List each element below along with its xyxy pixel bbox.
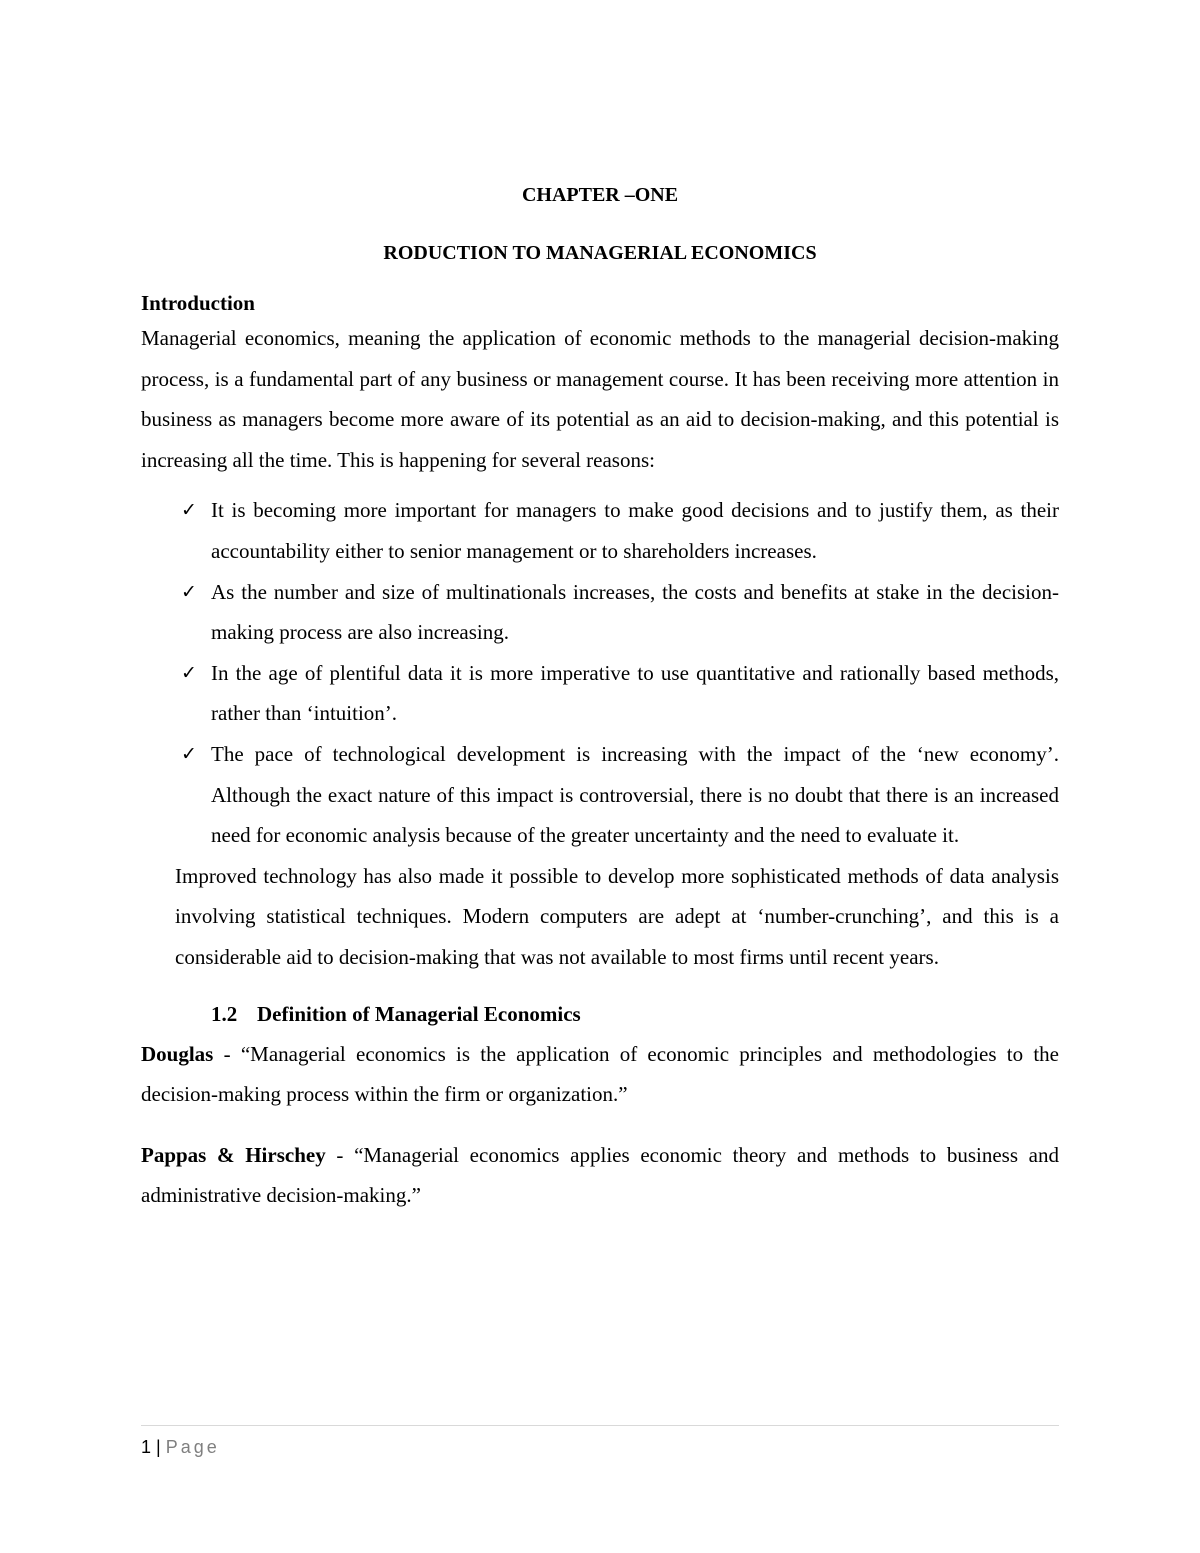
definition-pappas-hirschey xyxy=(141,1135,1059,1216)
list-item-text: As the number and size of multinationals increases, the costs and benefits at stake in the decision-making process are also increasing. xyxy=(211,579,1059,645)
section-number: 1.2 xyxy=(211,1001,238,1026)
checkmark-icon: ✓ xyxy=(181,661,197,684)
definition-text: “Managerial economics is the application of economic principles and methodologies to the decision-making process within the firm or organization.” xyxy=(141,1041,1059,1107)
list-item xyxy=(141,734,1059,856)
definition-text: “Managerial economics applies economic theory and methods to business and administrative decision-making.” xyxy=(141,1142,1059,1208)
definition-author: Douglas xyxy=(141,1041,214,1066)
chapter-title: RODUCTION TO MANAGERIAL ECONOMICS xyxy=(383,242,817,264)
checkmark-icon: ✓ xyxy=(181,580,197,603)
technology-paragraph: Improved technology has also made it possible to develop more sophisticated methods of data analysis involving statistical techniques. Modern computers are adept at ‘number-crunching’, and this is a considerable aid to decision-making that was not available to most firms until recent years. xyxy=(175,863,1059,969)
page-number: 1 xyxy=(141,1437,152,1457)
list-item-text: In the age of plentiful data it is more imperative to use quantitative and rationally based methods, rather than ‘intuition’. xyxy=(211,660,1059,726)
introduction-paragraph: Managerial economics, meaning the application of economic methods to the managerial decision-making process, is a fundamental part of any business or management course. It has been receiving more attention in business as managers become more aware of its potential as an aid to decision-making, and this potential is increasing all the time. This is happening for several reasons: xyxy=(141,326,1059,472)
list-item xyxy=(141,653,1059,734)
list-item xyxy=(141,490,1059,571)
list-item-text: It is becoming more important for managers to make good decisions and to justify them, as their accountability either to senior management or to shareholders increases. xyxy=(211,498,1059,563)
checkmark-icon: ✓ xyxy=(181,742,197,765)
chapter-heading: CHAPTER –ONE xyxy=(521,184,679,206)
section-heading xyxy=(211,994,1059,1034)
page-footer xyxy=(141,1425,1059,1458)
checkmark-icon: ✓ xyxy=(181,499,197,522)
footer-separator: | xyxy=(156,1437,161,1457)
page-label: Page xyxy=(165,1437,220,1457)
definition-separator: - xyxy=(325,1142,355,1167)
definition-separator: - xyxy=(213,1041,241,1066)
list-item xyxy=(141,572,1059,653)
reasons-list xyxy=(141,490,1059,855)
introduction-heading: Introduction xyxy=(141,291,255,315)
page-content xyxy=(141,180,1059,1216)
definition-douglas xyxy=(141,1034,1059,1115)
section-title: Definition of Managerial Economics xyxy=(257,1001,581,1026)
definition-author: Pappas & Hirschey xyxy=(141,1142,326,1167)
list-item-text: The pace of technological development is increasing with the impact of the ‘new economy’. Although the exact nature of this impact is controversial, there is no doubt that there is an increased need for economic analysis because of the greater uncertainty and the need to evaluate it. xyxy=(211,741,1059,848)
